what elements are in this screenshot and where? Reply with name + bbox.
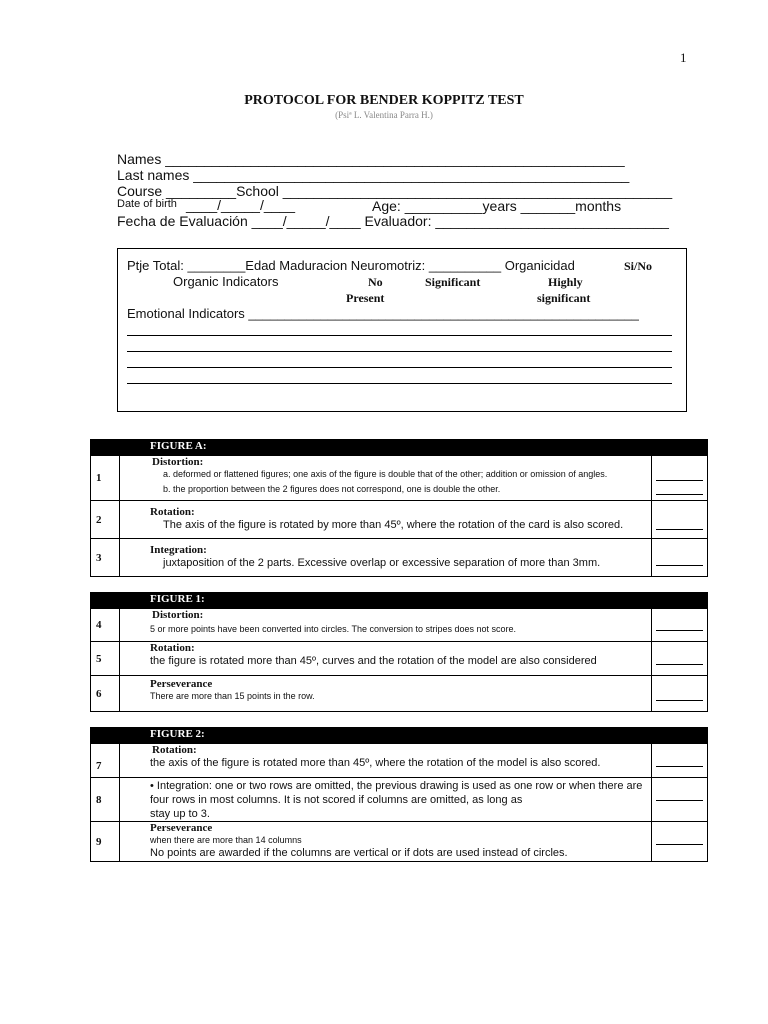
figure-2-header	[91, 728, 708, 744]
page-number: 1	[680, 50, 687, 65]
dob-label: Date of birth	[117, 198, 177, 210]
emotional-indicators-line: Emotional Indicators ______________________________________________________	[127, 306, 639, 321]
item-text: There are more than 15 points in the row.	[150, 691, 315, 701]
figure-a-header	[91, 440, 708, 456]
figure-2-table	[90, 727, 708, 862]
item-text-a: a. deformed or flattened figures; one axis of the figure is double that of the other; addition or omission of angles.	[163, 469, 608, 479]
figure-a-title: FIGURE A:	[150, 440, 207, 452]
item-label: Rotation:	[150, 642, 195, 654]
item-text: the figure is rotated more than 45º, curves and the rotation of the model are also considered	[150, 655, 597, 667]
organic-indicators-label: Organic Indicators	[173, 274, 279, 289]
dob-field: ____/_____/____	[186, 197, 295, 213]
blank-line	[127, 351, 672, 352]
table-row	[91, 609, 708, 642]
summary-box	[117, 248, 687, 412]
si-no-label: Si/No	[624, 259, 653, 273]
item-label: Perseverance	[150, 678, 213, 690]
course-school-field: Course _________School __________________________________________________	[117, 183, 673, 199]
page-title: PROTOCOL FOR BENDER KOPPITZ TEST	[244, 93, 524, 108]
table-row	[91, 539, 708, 577]
item-label: Distortion:	[152, 609, 204, 621]
figure-1-title: FIGURE 1:	[150, 593, 205, 605]
score-blank[interactable]	[652, 456, 708, 501]
last-names-field: Last names ________________________________________________________	[117, 167, 630, 183]
blank-line	[127, 383, 672, 384]
table-row	[91, 501, 708, 539]
score-blank[interactable]	[652, 539, 708, 577]
item-text-line-2: four rows in most columns. It is not scored if columns are omitted, as long as	[150, 794, 523, 806]
figure-a-table	[90, 439, 708, 577]
item-label: Perseverance	[150, 822, 213, 834]
score-blank[interactable]	[652, 822, 708, 862]
item-text-b: b. the proportion between the 2 figures does not correspond, one is double the other.	[163, 484, 501, 494]
figure-1-header	[91, 593, 708, 609]
total-score-line: Ptje Total: ________Edad Maduracion Neuromotriz: __________ Organicidad	[127, 258, 575, 273]
item-number: 9	[96, 835, 102, 848]
table-row	[91, 744, 708, 778]
age-field: Age: __________years _______months	[372, 198, 622, 214]
figure-1-table	[90, 592, 708, 712]
item-number: 2	[96, 513, 102, 526]
table-row	[91, 778, 708, 822]
blank-line	[127, 367, 672, 368]
item-number: 1	[96, 472, 102, 484]
significant-label: Significant	[425, 275, 481, 289]
highly-significant-label: significant	[537, 291, 591, 305]
score-blank[interactable]	[652, 642, 708, 676]
item-number: 4	[96, 619, 102, 631]
score-blank[interactable]	[652, 609, 708, 642]
item-text: 5 or more points have been converted into circles. The conversion to stripes does not score.	[150, 624, 517, 634]
names-field: Names ___________________________________________________________	[117, 151, 625, 167]
blank-line	[127, 335, 672, 336]
evaluation-field: Fecha de Evaluación ____/_____/____ Evaluador: ______________________________	[117, 213, 669, 229]
table-row	[91, 822, 708, 862]
item-number: 6	[96, 687, 102, 700]
highly-label: Highly	[548, 275, 583, 289]
item-text: the axis of the figure is rotated more than 45º, where the rotation of the model is also scored.	[150, 757, 601, 769]
score-blank[interactable]	[652, 778, 708, 822]
item-text: juxtaposition of the 2 parts. Excessive overlap or excessive separation of more than 3mm.	[163, 557, 601, 569]
item-label: Rotation:	[152, 744, 197, 756]
page-subtitle: (Psiª L. Valentina Parra H.)	[335, 110, 433, 120]
item-text: The axis of the figure is rotated by more than 45º, where the rotation of the card is also scored.	[163, 519, 624, 531]
item-label: Integration:	[150, 544, 207, 556]
item-number: 3	[96, 551, 102, 564]
table-row	[91, 642, 708, 676]
score-blank[interactable]	[652, 676, 708, 712]
item-text: No points are awarded if the columns are vertical or if dots are used instead of circles.	[150, 847, 568, 859]
table-row	[91, 456, 708, 501]
item-number: 8	[96, 793, 102, 806]
item-subtext: when there are more than 14 columns	[150, 835, 302, 845]
table-row	[91, 676, 708, 712]
score-blank[interactable]	[652, 501, 708, 539]
item-number: 5	[96, 652, 102, 665]
item-text-line-3: stay up to 3.	[150, 808, 210, 820]
item-text-line-1: • Integration: one or two rows are omitted, the previous drawing is used as one row or when there are	[150, 780, 643, 792]
item-label: Distortion:	[152, 456, 204, 468]
item-label: Rotation:	[150, 506, 195, 518]
score-blank[interactable]	[652, 744, 708, 778]
item-number: 7	[96, 760, 102, 772]
no-label: No	[368, 275, 383, 289]
present-label: Present	[346, 291, 385, 305]
figure-2-title: FIGURE 2:	[150, 728, 205, 740]
